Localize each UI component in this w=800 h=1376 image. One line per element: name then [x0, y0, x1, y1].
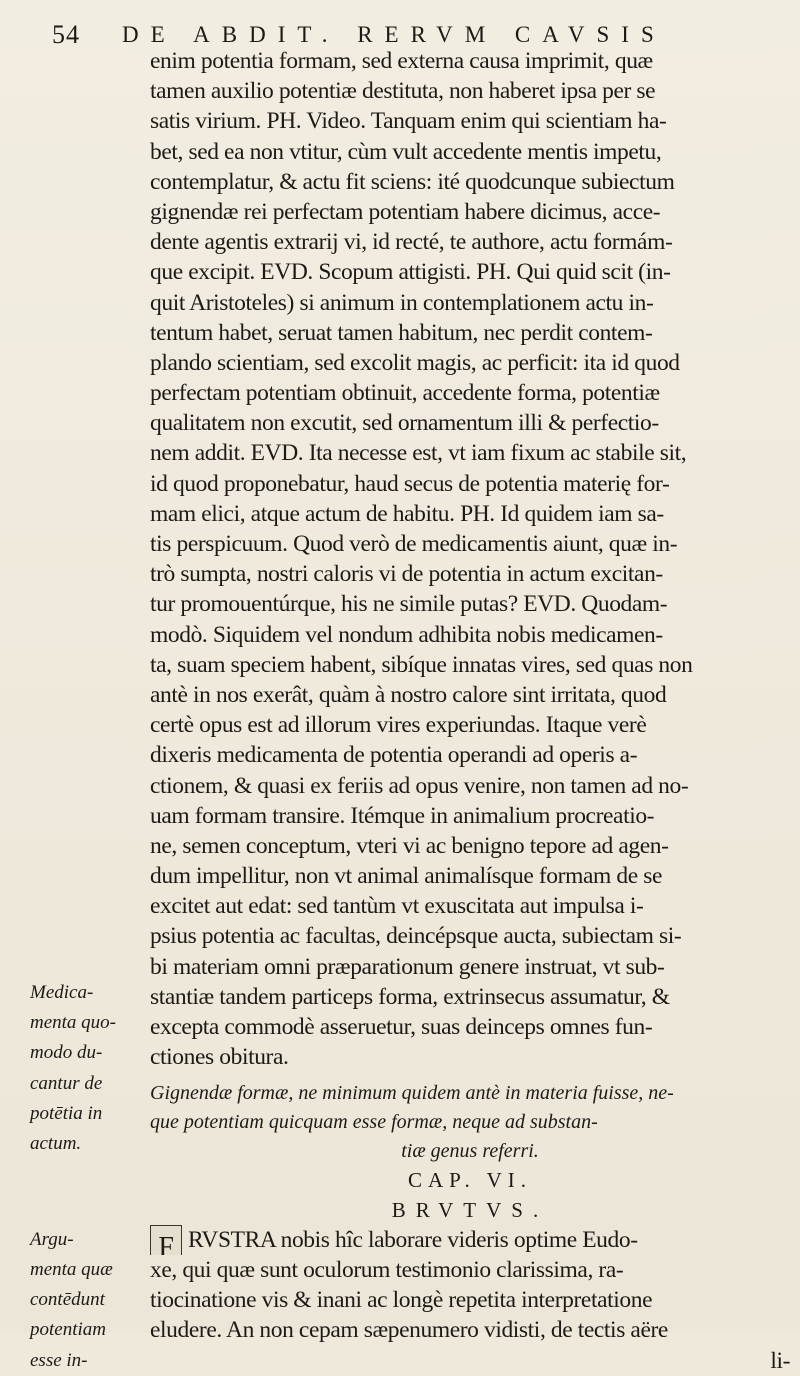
chapter-line-text: tiocinatione vis & inani ac longè repetita interpretatione	[150, 1287, 653, 1314]
text-line: mam elici, atque actum de habitu. PH. Id quidem iam sa-	[150, 500, 664, 527]
margin-line: Medica-	[30, 982, 94, 1003]
margin-line: actum.	[30, 1133, 82, 1155]
chapter-text	[150, 1225, 790, 1376]
margin-line: cantur de	[30, 1072, 103, 1094]
margin-line: contēdunt	[30, 1289, 105, 1311]
text-line: nem addit. EVD. Ita necesse est, vt iam fixum ac stabile sit,	[150, 440, 687, 467]
text-line: stantiæ tandem particeps forma, extrinsecus assumatur, &	[150, 983, 670, 1010]
text-line: bi materiam omni præparationum genere instruat, vt sub-	[150, 953, 665, 980]
text-line: quit Aristoteles) si animum in contemplationem actu in-	[150, 289, 654, 316]
text-line: psius potentia ac facultas, deincépsque aucta, subiectam si-	[150, 923, 682, 950]
chapter-line-text: RVSTRA nobis hîc laborare videris optime Eudo-	[188, 1226, 638, 1253]
text-line: ta, suam speciem habent, sibíque innatas vires, sed quas non	[150, 651, 693, 678]
page-number: 54	[52, 20, 80, 49]
chapter-text-line	[150, 1255, 790, 1285]
chapter-caption	[150, 1079, 790, 1166]
text-line: dente agentis extrarij vi, id recté, te authore, actu formám-	[150, 229, 673, 256]
text-line: satis virium. PH. Video. Tanquam enim qui scientiam ha-	[150, 108, 667, 135]
text-line: ctionem, & quasi ex feriis ad opus venire, non tamen ad no-	[150, 772, 689, 799]
text-line: certè opus est ad illorum vires experiundas. Itaque verè	[150, 712, 647, 739]
text-line: tentum habet, seruat tamen habitum, nec perdit contem-	[150, 319, 653, 346]
speaker-name: BRVTVS.	[391, 1197, 549, 1222]
margin-line: menta quæ	[30, 1259, 113, 1280]
chapter-text-line	[150, 1225, 790, 1255]
chapter-line-text: xe, qui quæ sunt oculorum testimonio clarissima, ra-	[150, 1256, 624, 1283]
text-line: que excipit. EVD. Scopum attigisti. PH. Qui quid scit (in-	[150, 259, 671, 286]
margin-note-medicamenta	[30, 978, 148, 1159]
margin-line: modo du-	[30, 1042, 103, 1064]
text-line: id quod proponebatur, haud secus de potentia materię for-	[150, 470, 670, 497]
margin-line: menta quo-	[30, 1012, 117, 1034]
margin-line: Argu-	[30, 1228, 74, 1250]
text-line: contemplatur, & actu fit sciens: ité quodcunque subiectum	[150, 168, 675, 195]
text-line: antè in nos exerât, quàm à nostro calore sint irritata, quod	[150, 681, 667, 708]
text-line: excitet aut edat: sed tantùm vt exuscitata aut impulsa i-	[150, 893, 644, 920]
main-text	[150, 46, 788, 1072]
text-line: dixeris medicamenta de potentia operandi ad operis a-	[150, 742, 638, 769]
caption-line: Gignendæ formæ, ne minimum quidem antè in materia fuisse, ne-	[150, 1081, 674, 1104]
margin-line: potētia in	[30, 1102, 103, 1124]
text-line: plando scientiam, sed excolit magis, ac perficit: ita id quod	[150, 349, 680, 376]
text-line: tis perspicuum. Quod verò de medicamentis aiunt, quæ in-	[150, 531, 678, 557]
text-line: perfectam potentiam obtinuit, accedente forma, potentiæ	[150, 380, 660, 407]
margin-line: potentiam	[30, 1319, 106, 1341]
chapter-section	[150, 1079, 790, 1376]
chapter-text-line	[150, 1346, 790, 1376]
margin-note-argumenta	[30, 1225, 148, 1376]
text-line: trò sumpta, nostri caloris vi de potentia in actum excitan-	[150, 561, 663, 588]
text-line: modò. Siquidem vel nondum adhibita nobis medicamen-	[150, 621, 663, 648]
chapter-line-text: eludere. An non cepam sæpenumero vidisti, de tectis aëre	[150, 1317, 668, 1344]
text-line: ne, semen conceptum, vteri vi ac benigno tepore ad agen-	[150, 832, 669, 859]
text-line: dum impellitur, non vt animal animalísque formam de se	[150, 863, 662, 890]
caption-line: tiæ genus referri.	[401, 1139, 539, 1162]
chapter-text-line	[150, 1285, 790, 1315]
text-line: excepta commodè asseruetur, suas deinceps omnes fun-	[150, 1014, 653, 1040]
text-line: qualitatem non excutit, sed ornamentum illi & perfectio-	[150, 410, 659, 437]
text-line: enim potentia formam, sed externa causa imprimit, quæ	[150, 48, 653, 74]
text-line: tamen auxilio potentiæ destituta, non haberet ipsa per se	[150, 78, 656, 105]
text-line: bet, sed ea non vtitur, cùm vult accedente mentis impetu,	[150, 138, 662, 165]
running-head: DE ABDIT. RERVM CAVSIS	[122, 22, 666, 47]
decorated-initial: F	[150, 1225, 182, 1255]
text-line: ctiones obitura.	[150, 1044, 289, 1071]
text-line: uam formam transire. Itémque in animalium procreatio-	[150, 802, 655, 829]
text-line: gignendæ rei perfectam potentiam habere dicimus, acce-	[150, 198, 661, 225]
text-line: tur promouentúrque, his ne simile putas? EVD. Quodam-	[150, 591, 668, 618]
chapter-line-text: li-	[770, 1347, 790, 1374]
chapter-text-line	[150, 1315, 790, 1345]
chapter-number: CAP. VI.	[407, 1167, 533, 1192]
margin-line: esse in-	[30, 1349, 88, 1371]
caption-line: que potentiam quicquam esse formæ, neque ad substan-	[150, 1110, 598, 1133]
